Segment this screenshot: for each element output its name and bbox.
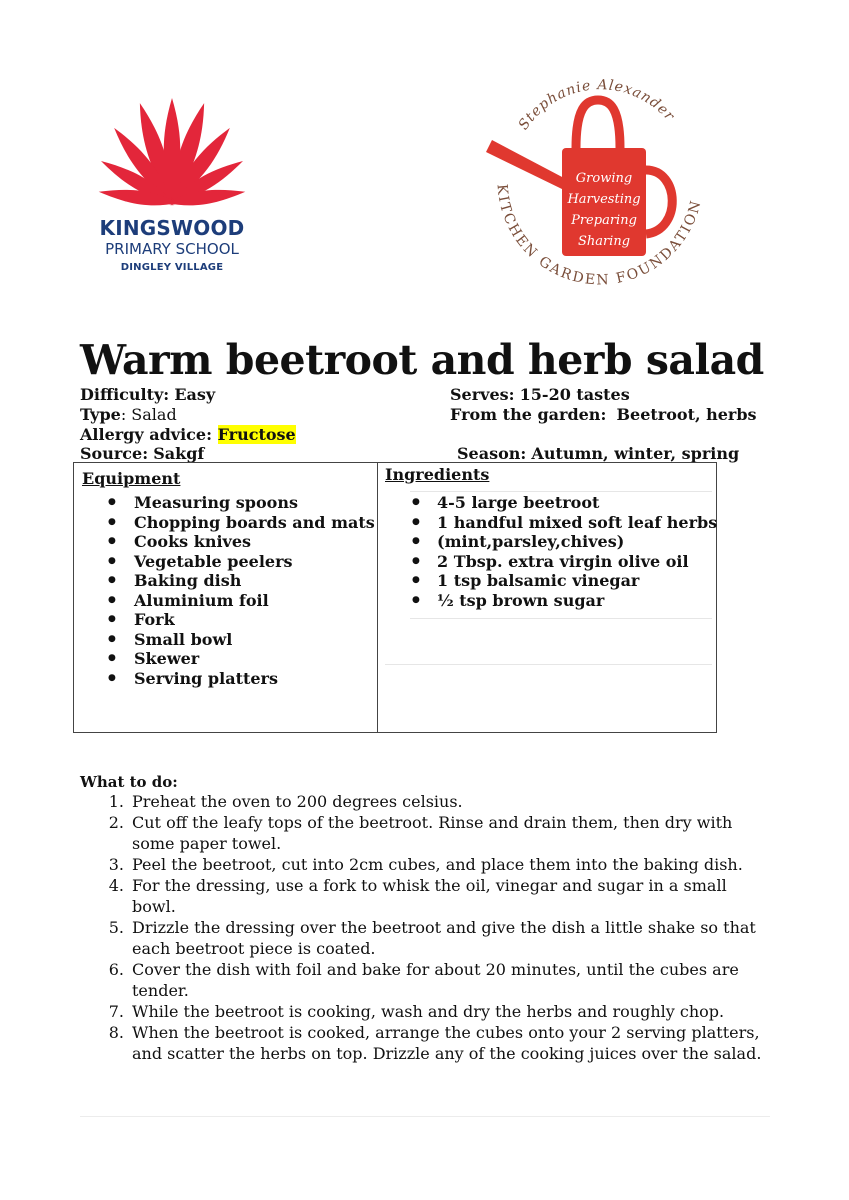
- rule-line: [410, 618, 712, 619]
- bullet-icon: ●: [412, 594, 420, 605]
- ingredient-item: [412, 532, 717, 552]
- step-text: While the beetroot is cooking, wash and dry the herbs and roughly chop.: [132, 1002, 725, 1021]
- ingredient-item: [412, 591, 717, 611]
- ingredient-item: [412, 493, 717, 513]
- equipment-item: [108, 610, 375, 630]
- step-text: Drizzle the dressing over the beetroot and give the dish a little shake so that each beetroot piece is coated.: [132, 918, 756, 958]
- equipment-list: [108, 493, 375, 688]
- bullet-icon: ●: [108, 594, 116, 605]
- step-number: 6.: [108, 960, 124, 979]
- ingredient-item: [412, 513, 717, 533]
- equipment-item-text: Chopping boards and mats: [134, 512, 375, 532]
- serves-line: Serves: 15-20 tastes: [450, 385, 630, 404]
- method-step: [104, 959, 764, 1001]
- bullet-icon: ●: [108, 672, 116, 683]
- step-text: When the beetroot is cooked, arrange the cubes onto your 2 serving platters, and scatter the herbs on top. Drizzle any of the cooking juices over the salad.: [132, 1023, 762, 1063]
- equipment-item: [108, 591, 375, 611]
- equipment-item: [108, 669, 375, 689]
- method-step: [104, 1001, 764, 1022]
- growing-word: Growing: [575, 171, 633, 186]
- method-step: [104, 812, 764, 854]
- ingredients-heading: Ingredients: [385, 465, 490, 484]
- equipment-item-text: Cooks knives: [134, 532, 252, 551]
- recipe-title: Warm beetroot and herb salad: [80, 336, 764, 384]
- allergy-line: Allergy advice: Fructose: [80, 425, 296, 444]
- equipment-item: [108, 513, 375, 533]
- bullet-icon: ●: [412, 497, 420, 507]
- foundation-arc-text: Stephanie Alexander: [515, 78, 678, 133]
- equipment-item-text: Serving platters: [134, 668, 278, 688]
- step-text: Preheat the oven to 200 degrees celsius.: [132, 792, 463, 811]
- bullet-icon: ●: [108, 653, 116, 663]
- bullet-icon: ●: [108, 575, 116, 585]
- sharing-word: Sharing: [577, 234, 631, 249]
- ingredient-item-text: 4-5 large beetroot: [437, 493, 600, 512]
- equipment-item: [108, 493, 375, 513]
- kingswood-logo: [72, 98, 272, 280]
- bullet-icon: ●: [412, 575, 420, 585]
- equipment-item-text: Baking dish: [134, 571, 242, 590]
- step-number: 3.: [108, 855, 124, 874]
- allergy-highlight: Fructose: [217, 425, 296, 444]
- equipment-item: [108, 552, 375, 572]
- bullet-icon: ●: [412, 516, 420, 527]
- step-text: For the dressing, use a fork to whisk the oil, vinegar and sugar in a small bowl.: [132, 876, 727, 916]
- equipment-item: [108, 630, 375, 650]
- equipment-item: [108, 532, 375, 552]
- rule-line: [410, 491, 712, 492]
- equipment-item-text: Aluminium foil: [134, 590, 269, 610]
- bullet-icon: ●: [108, 555, 116, 566]
- equipment-item: [108, 571, 375, 591]
- ingredient-item-text: 2 Tbsp. extra virgin olive oil: [437, 551, 689, 571]
- step-number: 5.: [108, 918, 124, 937]
- equipment-ingredients-table: [73, 462, 717, 733]
- step-text: Peel the beetroot, cut into 2cm cubes, and place them into the baking dish.: [132, 855, 743, 874]
- equipment-item-text: Fork: [134, 610, 175, 629]
- source-line: Source: Sakgf: [80, 444, 205, 463]
- foundation-logo: [478, 78, 710, 290]
- ingredient-item: [412, 552, 717, 572]
- bullet-icon: ●: [108, 536, 116, 546]
- rule-line: [385, 664, 712, 665]
- method-step: [104, 1022, 764, 1064]
- method-step: [104, 875, 764, 917]
- equipment-item-text: Skewer: [134, 649, 200, 668]
- ingredient-item-text: 1 handful mixed soft leaf herbs: [437, 512, 718, 532]
- equipment-item-text: Measuring spoons: [134, 493, 298, 512]
- lotus-icon: [76, 98, 268, 210]
- step-number: 2.: [108, 813, 124, 832]
- school-wordmark: [92, 216, 252, 273]
- school-location: DINGLEY VILLAGE: [120, 262, 224, 273]
- bullet-icon: ●: [412, 536, 420, 546]
- step-text: Cut off the leafy tops of the beetroot. Rinse and drain them, then dry with some paper towel.: [132, 813, 733, 853]
- method-step: [104, 917, 764, 959]
- bullet-icon: ●: [108, 516, 116, 527]
- column-divider: [377, 463, 378, 732]
- equipment-heading: Equipment: [82, 469, 181, 488]
- ingredient-item-text: ½ tsp brown sugar: [437, 590, 605, 610]
- step-number: 8.: [108, 1023, 124, 1042]
- garden-line: From the garden: Beetroot, herbs: [450, 405, 757, 424]
- ingredient-item-text: (mint,parsley,chives): [437, 532, 625, 551]
- method-step: [104, 854, 764, 875]
- method-heading: What to do:: [80, 773, 178, 791]
- school-subtitle: PRIMARY SCHOOL: [105, 240, 239, 258]
- equipment-item-text: Vegetable peelers: [134, 551, 293, 571]
- harvesting-word: Harvesting: [567, 192, 641, 207]
- step-number: 4.: [108, 876, 124, 895]
- season-line: Season: Autumn, winter, spring: [457, 444, 740, 463]
- step-text: Cover the dish with foil and bake for about 20 minutes, until the cubes are tender.: [132, 960, 739, 1000]
- equipment-item-text: Small bowl: [134, 629, 233, 649]
- equipment-item: [108, 649, 375, 669]
- step-number: 1.: [108, 792, 124, 811]
- school-name: KINGSWOOD: [99, 216, 245, 240]
- type-line: Type: Salad: [80, 405, 177, 424]
- step-number: 7.: [108, 1002, 124, 1021]
- ingredient-item-text: 1 tsp balsamic vinegar: [437, 571, 640, 590]
- method-steps: [104, 791, 764, 1064]
- ingredient-item: [412, 571, 717, 591]
- bullet-icon: ●: [108, 614, 116, 624]
- foundation-ring-text: KITCHEN GARDEN FOUNDATION: [493, 183, 705, 289]
- method-step: [104, 791, 764, 812]
- preparing-word: Preparing: [571, 213, 637, 228]
- bullet-icon: ●: [412, 555, 420, 566]
- difficulty-line: Difficulty: Easy: [80, 385, 216, 404]
- ingredients-list: [412, 493, 717, 610]
- bullet-icon: ●: [108, 633, 116, 644]
- bullet-icon: ●: [108, 497, 116, 507]
- footer-rule: [80, 1116, 770, 1117]
